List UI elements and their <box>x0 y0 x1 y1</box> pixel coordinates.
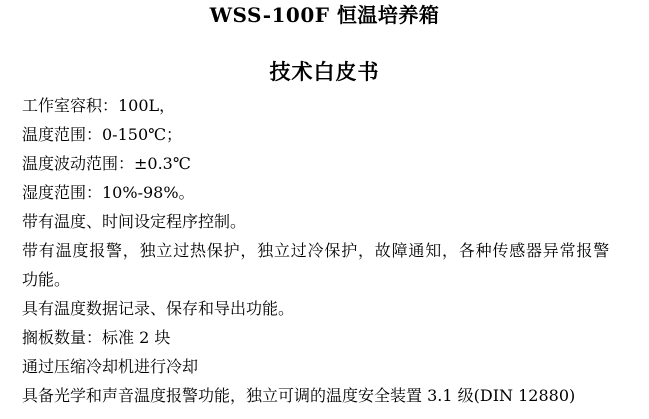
spec-line-safety-device: 具备光学和声音温度报警功能，独立可调的温度安全装置 3.1 级(DIN 12880) <box>22 386 576 405</box>
document-title: WSS-100F 恒温培养箱 <box>209 3 440 27</box>
spec-line-program-control: 带有温度、时间设定程序控制。 <box>22 212 247 231</box>
spec-line-workspace-volume: 工作室容积：100L， <box>22 96 176 115</box>
spec-line-humidity-range: 湿度范围：10%-98%。 <box>22 183 195 202</box>
document-subtitle: 技术白皮书 <box>269 59 380 84</box>
spec-line-data-logging: 具有温度数据记录、保存和导出功能。 <box>22 299 295 318</box>
spec-line-alarm-protection-continued: 功能。 <box>22 270 71 289</box>
spec-line-compressor-cooling: 通过压缩冷却机进行冷却 <box>22 357 199 376</box>
spec-line-temperature-fluctuation: 温度波动范围：±0.3℃ <box>22 154 191 173</box>
spec-line-temperature-range: 温度范围：0-150℃； <box>22 125 183 144</box>
spec-list <box>0 91 649 410</box>
spec-line-alarm-protection: 带有温度报警，独立过热保护，独立过冷保护，故障通知，各种传感器异常报警 <box>22 241 611 260</box>
spec-line-shelf-count: 搁板数量：标准 2 块 <box>22 328 171 347</box>
